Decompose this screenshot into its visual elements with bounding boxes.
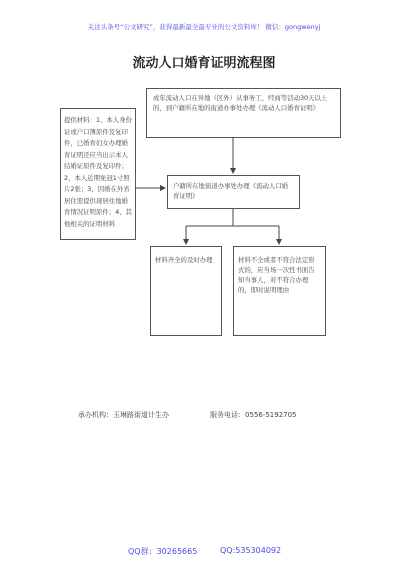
top-banner: 关注头条号“公文研究”，获得最新最全最专业的公文资料库！ 微信：gongwenyj <box>87 23 321 31</box>
step-box-apply: 成年流动人口在异地（区外）从事务工、经商等活动30天以上的，到户籍所在地的街道办事处办理《流动人口婚育证明》 <box>146 88 341 138</box>
qq-number-text: QQ:535304092 <box>220 546 282 555</box>
qq-group-text: QQ群：30265665 <box>128 547 198 556</box>
page-title: 流动人口婚育证明流程图 <box>132 56 276 71</box>
step-box-materials: 提供材料：1、本人身份证或户口簿原件及复印件，已婚育妇女办理婚育证明还应当出示本人结婚证原件及复印件；2、本人近期免冠1寸照片2张；3、因婚在外省居住需提供现居住地婚育情况证明原件；4、其他相关的证明材料 <box>60 108 136 240</box>
organizer-text: 承办机构：玉琳路街道计生办 <box>78 411 169 419</box>
step-box-complete: 材料齐全的及时办理 <box>150 246 222 336</box>
step-box-process: 户籍所在地街道办事处办理《流动人口婚育证明》 <box>167 175 300 209</box>
phone-text: 服务电话：0556-5192705 <box>210 411 297 419</box>
step-box-incomplete: 材料不全或者不符合法定形式的，应当场一次性书面告知当事人，对不符合办理的，即时说明理由 <box>233 246 326 336</box>
